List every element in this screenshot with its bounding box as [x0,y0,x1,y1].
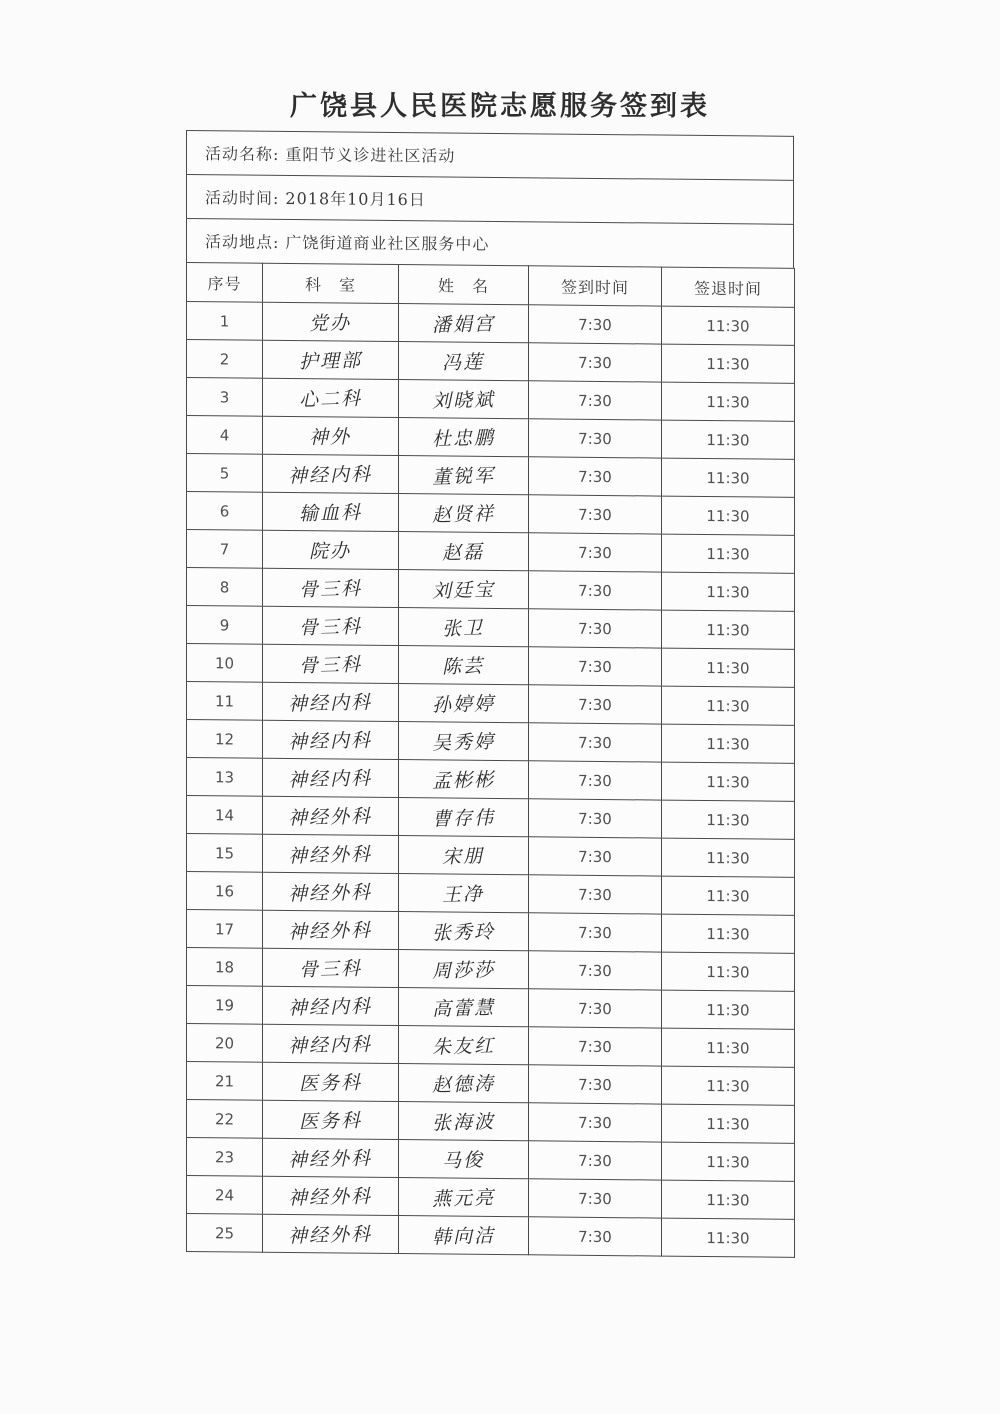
row-sign-in-time-cell [529,343,662,382]
row-number: 19 [214,996,235,1015]
row-signature-name-cell [399,760,529,799]
row-department: 输血科 [298,501,363,526]
row-number-cell [187,340,263,379]
row-department-cell [263,1062,399,1101]
table-row [187,986,795,1030]
row-sign-out-time: 11:30 [706,316,750,336]
row-sign-out-time-cell [662,762,795,801]
row-signature-name: 王净 [442,883,485,907]
row-signature-name: 曹存伟 [431,806,496,831]
row-sign-out-time-cell [662,458,795,497]
row-sign-in-time: 7:30 [578,1227,612,1247]
row-sign-out-time: 11:30 [706,734,750,754]
row-sign-in-time-cell [529,951,662,990]
table-row [187,1176,795,1220]
row-signature-name-cell [399,798,529,837]
row-sign-out-time: 11:30 [706,392,750,412]
activity-place-value: 广饶街道商业社区服务中心 [285,232,490,254]
row-sign-out-time-cell [662,344,795,383]
row-department: 院办 [309,539,352,563]
row-sign-out-time-cell [662,1028,795,1067]
row-sign-in-time-cell [529,1103,662,1142]
row-department-cell [263,378,399,417]
table-row [187,530,795,574]
row-number: 24 [214,1186,235,1205]
row-department-cell [263,834,399,873]
row-number: 5 [219,464,230,483]
table-header-row [187,263,795,308]
row-sign-in-time-cell [529,685,662,724]
row-number: 1 [219,312,230,331]
row-sign-out-time-cell [662,1218,795,1257]
table-row [187,454,795,498]
row-department: 神经内科 [288,463,373,488]
row-number-cell [187,302,263,341]
row-sign-in-time-cell [529,875,662,914]
row-department-cell [263,454,399,493]
row-department-cell [263,720,399,759]
row-sign-in-time: 7:30 [578,733,612,753]
activity-name-value: 重阳节义诊进社区活动 [285,144,456,166]
row-number-cell [187,530,263,569]
row-sign-in-time: 7:30 [578,353,612,373]
row-signature-name-cell [399,304,529,343]
row-sign-in-time: 7:30 [578,1037,612,1057]
table-row [187,796,795,840]
table-row [187,378,795,422]
row-sign-out-time-cell [662,838,795,877]
row-number: 7 [219,540,230,559]
row-signature-name: 刘晓斌 [431,388,496,413]
row-sign-in-time: 7:30 [578,695,612,715]
row-signature-name: 潘娟宫 [431,312,496,337]
row-sign-in-time-cell [529,533,662,572]
row-sign-in-time-cell [529,419,662,458]
row-sign-in-time: 7:30 [578,1075,612,1095]
row-number: 2 [219,350,230,369]
row-sign-out-time: 11:30 [706,1228,750,1248]
table-row [187,1214,795,1258]
row-number: 14 [214,806,235,825]
row-sign-out-time: 11:30 [706,1190,750,1210]
row-department-cell [263,910,399,949]
row-sign-out-time-cell [662,724,795,763]
row-sign-in-time-cell [529,609,662,648]
row-department-cell [263,1024,399,1063]
row-sign-in-time: 7:30 [578,543,612,563]
row-sign-in-time: 7:30 [578,1189,612,1209]
row-signature-name: 冯莲 [442,351,485,375]
table-body [187,302,795,1258]
row-department-cell [263,1214,399,1253]
row-department-cell [263,758,399,797]
row-number: 23 [214,1148,235,1167]
row-sign-out-time: 11:30 [706,658,750,678]
row-sign-out-time-cell [662,1104,795,1143]
row-sign-out-time: 11:30 [706,696,750,716]
row-number: 20 [214,1034,235,1053]
activity-time-label: 活动时间: [205,188,280,208]
row-signature-name-cell [399,646,529,685]
row-number-cell [187,568,263,607]
row-signature-name-cell [399,342,529,381]
row-sign-out-time-cell [662,496,795,535]
row-sign-out-time-cell [662,914,795,953]
row-sign-in-time-cell [529,1217,662,1256]
header-sign-in-time: 签到时间 [529,266,662,306]
page-title: 广饶县人民医院志愿服务签到表 [290,91,710,122]
row-department: 神经内科 [288,729,373,754]
row-sign-in-time: 7:30 [578,429,612,449]
row-sign-in-time: 7:30 [578,999,612,1019]
row-department-cell [263,644,399,683]
row-department-cell [263,682,399,721]
row-department: 护理部 [298,349,363,374]
row-sign-out-time-cell [662,610,795,649]
row-department-cell [263,872,399,911]
table-row [187,1138,795,1182]
row-signature-name-cell [399,912,529,951]
row-sign-out-time: 11:30 [706,582,750,602]
row-signature-name: 宋朋 [442,845,485,869]
row-number: 21 [214,1072,235,1091]
row-sign-out-time-cell [662,572,795,611]
header-name: 姓 名 [399,265,529,305]
row-sign-out-time-cell [662,534,795,573]
row-signature-name: 朱友红 [431,1034,496,1059]
row-department: 神经外科 [288,843,373,868]
row-department: 神经外科 [288,1147,373,1172]
row-sign-in-time-cell [529,799,662,838]
row-sign-in-time-cell [529,989,662,1028]
row-signature-name-cell [399,494,529,533]
row-signature-name: 赵磊 [442,541,485,565]
row-department: 神经内科 [288,767,373,792]
row-sign-out-time: 11:30 [706,810,750,830]
row-department: 神经外科 [288,919,373,944]
row-sign-out-time: 11:30 [706,772,750,792]
row-signature-name-cell [399,874,529,913]
row-sign-out-time-cell [662,306,795,345]
row-department: 心二科 [298,387,363,412]
row-number-cell [187,986,263,1025]
row-department: 骨三科 [298,577,363,602]
row-department-cell [263,302,399,341]
row-number-cell [187,834,263,873]
activity-name-row [186,130,794,180]
table-row [187,1024,795,1068]
row-sign-in-time-cell [529,1065,662,1104]
row-sign-out-time-cell [662,420,795,459]
row-sign-out-time: 11:30 [706,1152,750,1172]
row-number-cell [187,720,263,759]
row-department-cell [263,606,399,645]
table-row [187,340,795,384]
row-signature-name: 孟彬彬 [431,768,496,793]
row-sign-in-time: 7:30 [578,467,612,487]
row-signature-name: 陈芸 [442,655,485,679]
row-number: 8 [219,578,230,597]
row-sign-out-time: 11:30 [706,924,750,944]
row-signature-name-cell [399,1216,529,1255]
row-signature-name-cell [399,418,529,457]
row-signature-name-cell [399,532,529,571]
row-department-cell [263,416,399,455]
table-row [187,834,795,878]
row-sign-out-time-cell [662,876,795,915]
row-signature-name-cell [399,950,529,989]
row-signature-name: 董锐军 [431,464,496,489]
row-department: 神经外科 [288,1223,373,1248]
row-sign-in-time-cell [529,837,662,876]
row-number-cell [187,606,263,645]
attendance-table [186,262,795,1258]
row-sign-out-time-cell [662,1142,795,1181]
row-sign-in-time: 7:30 [578,923,612,943]
row-department-cell [263,948,399,987]
row-sign-in-time-cell [529,305,662,344]
row-signature-name: 张卫 [442,617,485,641]
row-sign-out-time: 11:30 [706,848,750,868]
row-number-cell [187,1024,263,1063]
row-sign-in-time: 7:30 [578,581,612,601]
row-number: 25 [214,1224,235,1243]
row-number: 18 [214,958,235,977]
row-sign-in-time: 7:30 [578,1113,612,1133]
row-number: 4 [219,426,230,445]
row-number-cell [187,644,263,683]
table-row [187,682,795,726]
table-row [187,606,795,650]
row-department: 神经外科 [288,881,373,906]
row-signature-name-cell [399,684,529,723]
header-number: 序号 [187,263,263,303]
row-sign-in-time-cell [529,1141,662,1180]
row-signature-name-cell [399,608,529,647]
row-sign-in-time: 7:30 [578,391,612,411]
row-number-cell [187,872,263,911]
row-sign-in-time: 7:30 [578,657,612,677]
row-sign-in-time-cell [529,647,662,686]
row-sign-in-time: 7:30 [578,505,612,525]
row-number-cell [187,682,263,721]
table-row [187,720,795,764]
row-sign-out-time-cell [662,800,795,839]
row-sign-in-time-cell [529,913,662,952]
row-department-cell [263,1138,399,1177]
row-signature-name-cell [399,1064,529,1103]
row-number: 9 [219,616,230,635]
row-signature-name: 燕元亮 [431,1186,496,1211]
row-number-cell [187,1138,263,1177]
row-number-cell [187,1100,263,1139]
activity-time-row [186,174,794,224]
row-department-cell [263,492,399,531]
row-signature-name: 吴秀婷 [431,730,496,755]
row-number-cell [187,1176,263,1215]
row-signature-name-cell [399,722,529,761]
row-sign-in-time-cell [529,495,662,534]
row-sign-in-time: 7:30 [578,961,612,981]
row-number: 22 [214,1110,235,1129]
table-row [187,568,795,612]
row-sign-in-time: 7:30 [578,885,612,905]
row-sign-in-time: 7:30 [578,1151,612,1171]
row-sign-in-time-cell [529,723,662,762]
table-row [187,758,795,802]
row-sign-out-time: 11:30 [706,1114,750,1134]
row-sign-in-time-cell [529,457,662,496]
row-sign-out-time: 11:30 [706,468,750,488]
row-sign-out-time-cell [662,382,795,421]
activity-place-label: 活动地点: [205,232,280,252]
row-number: 11 [214,692,235,711]
row-sign-out-time-cell [662,1066,795,1105]
row-signature-name-cell [399,1102,529,1141]
row-sign-out-time: 11:30 [706,544,750,564]
row-sign-out-time-cell [662,952,795,991]
header-sign-out-time: 签退时间 [662,267,795,307]
row-sign-out-time: 11:30 [706,1000,750,1020]
row-sign-out-time: 11:30 [706,886,750,906]
row-number-cell [187,758,263,797]
table-row [187,302,795,346]
row-sign-in-time: 7:30 [578,809,612,829]
row-number-cell [187,492,263,531]
row-number-cell [187,454,263,493]
row-number-cell [187,1214,263,1253]
row-signature-name: 张海波 [431,1110,496,1135]
row-number-cell [187,416,263,455]
activity-time-value: 2018年10月16日 [285,188,426,210]
table-row [187,910,795,954]
row-number-cell [187,796,263,835]
row-number: 17 [214,920,235,939]
activity-place-row [186,218,794,268]
row-number: 15 [214,844,235,863]
sign-in-sheet [186,130,794,1258]
row-signature-name-cell [399,1026,529,1065]
row-department: 神外 [309,425,352,449]
row-signature-name-cell [399,836,529,875]
row-signature-name: 刘廷宝 [431,578,496,603]
row-sign-out-time: 11:30 [706,620,750,640]
row-department: 神经外科 [288,1185,373,1210]
table-row [187,416,795,460]
row-sign-in-time-cell [529,761,662,800]
table-row [187,644,795,688]
row-sign-in-time: 7:30 [578,619,612,639]
row-signature-name: 张秀玲 [431,920,496,945]
row-department-cell [263,986,399,1025]
row-signature-name-cell [399,1140,529,1179]
row-department: 医务科 [298,1109,363,1134]
row-sign-out-time: 11:30 [706,430,750,450]
row-sign-out-time: 11:30 [706,1076,750,1096]
row-number: 10 [214,654,235,673]
row-signature-name-cell [399,1178,529,1217]
row-sign-out-time-cell [662,1180,795,1219]
row-department-cell [263,568,399,607]
row-sign-in-time-cell [529,571,662,610]
row-sign-in-time-cell [529,381,662,420]
row-sign-out-time: 11:30 [706,1038,750,1058]
row-sign-in-time: 7:30 [578,771,612,791]
row-department: 神经内科 [288,1033,373,1058]
row-sign-out-time-cell [662,686,795,725]
row-signature-name: 杜忠鹏 [431,426,496,451]
row-sign-out-time: 11:30 [706,506,750,526]
row-department-cell [263,796,399,835]
row-department: 骨三科 [298,615,363,640]
row-department: 党办 [309,311,352,335]
row-department: 神经内科 [288,995,373,1020]
header-department: 科 室 [263,263,399,303]
row-signature-name: 韩向洁 [431,1224,496,1249]
row-number: 6 [219,502,230,521]
row-number-cell [187,378,263,417]
row-sign-out-time: 11:30 [706,354,750,374]
row-signature-name-cell [399,456,529,495]
row-department: 神经内科 [288,691,373,716]
row-signature-name: 赵德涛 [431,1072,496,1097]
row-sign-in-time-cell [529,1027,662,1066]
table-row [187,1100,795,1144]
row-signature-name-cell [399,570,529,609]
row-department: 骨三科 [298,957,363,982]
row-number-cell [187,1062,263,1101]
row-department-cell [263,1100,399,1139]
row-sign-in-time: 7:30 [578,315,612,335]
row-signature-name: 周莎莎 [431,958,496,983]
table-row [187,1062,795,1106]
row-sign-in-time: 7:30 [578,847,612,867]
table-row [187,492,795,536]
row-department-cell [263,1176,399,1215]
row-sign-out-time-cell [662,990,795,1029]
row-department: 神经外科 [288,805,373,830]
row-signature-name: 赵贤祥 [431,502,496,527]
row-department: 骨三科 [298,653,363,678]
row-signature-name-cell [399,380,529,419]
row-number-cell [187,910,263,949]
row-number: 3 [219,388,230,407]
row-number: 16 [214,882,235,901]
row-signature-name: 马俊 [442,1149,485,1173]
row-number: 13 [214,768,235,787]
activity-name-label: 活动名称: [205,144,280,164]
row-department: 医务科 [298,1071,363,1096]
row-department-cell [263,530,399,569]
table-row [187,948,795,992]
row-department-cell [263,340,399,379]
row-number: 12 [214,730,235,749]
row-sign-in-time-cell [529,1179,662,1218]
row-signature-name: 高蕾慧 [431,996,496,1021]
row-sign-out-time-cell [662,648,795,687]
row-signature-name: 孙婷婷 [431,692,496,717]
row-number-cell [187,948,263,987]
table-row [187,872,795,916]
row-sign-out-time: 11:30 [706,962,750,982]
row-signature-name-cell [399,988,529,1027]
